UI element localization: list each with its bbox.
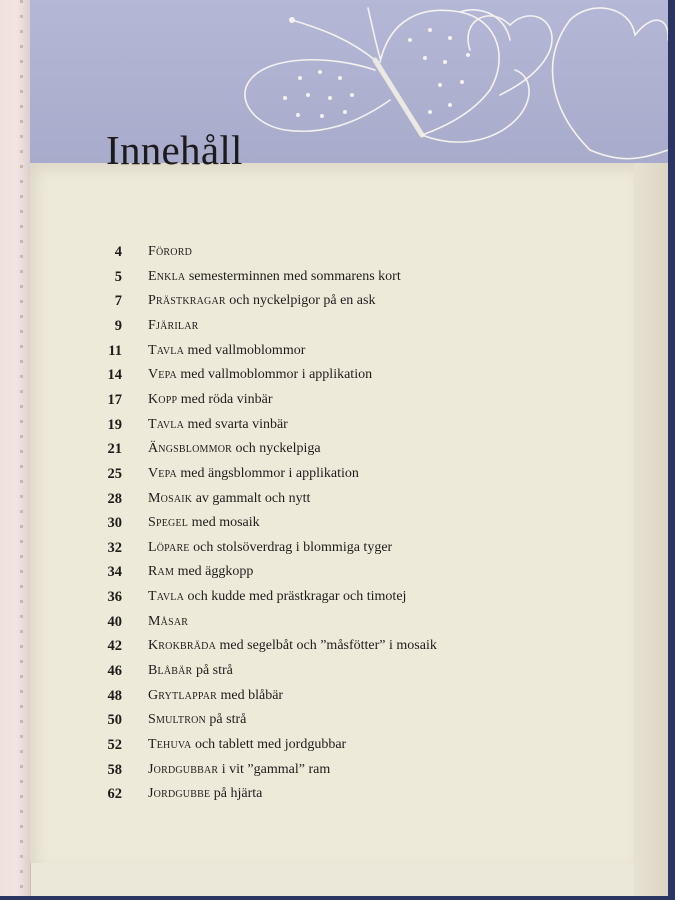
toc-entry xyxy=(0,466,600,488)
toc-title-rest: med segelbåt och ”måsfötter” i mosaik xyxy=(216,638,437,654)
toc-page-number: 32 xyxy=(107,539,122,556)
toc-title-lead: Löpare xyxy=(148,539,190,555)
toc-title-rest: med blåbär xyxy=(217,687,284,703)
toc-title-lead: Ängsblommor xyxy=(148,441,232,457)
toc-title-rest: och kudde med prästkragar och timotej xyxy=(184,589,407,605)
toc-title-rest: och nyckelpigor på en ask xyxy=(225,293,376,309)
toc-entry xyxy=(0,441,600,463)
toc-title xyxy=(148,515,260,531)
toc-title xyxy=(148,688,283,704)
toc-page-number: 7 xyxy=(114,293,122,310)
toc-title-lead: Tavla xyxy=(148,589,185,605)
toc-page-number: 9 xyxy=(114,317,122,334)
toc-title xyxy=(148,762,330,778)
toc-title-rest: semesterminnen med sommarens kort xyxy=(185,268,401,284)
toc-entry xyxy=(0,614,600,636)
toc-title xyxy=(148,244,192,260)
toc-title xyxy=(148,343,305,359)
toc-title-rest: med mosaik xyxy=(188,515,260,531)
toc-page-number: 62 xyxy=(107,786,122,803)
toc-page-number: 52 xyxy=(107,737,122,753)
toc-title xyxy=(148,737,346,753)
toc-page-number: 40 xyxy=(107,613,122,630)
toc-title xyxy=(148,786,262,802)
toc-title-rest: med äggkopp xyxy=(174,564,254,580)
toc-page-number: 21 xyxy=(107,441,122,458)
toc-title-lead: Prästkragar xyxy=(148,293,226,309)
toc-entry xyxy=(0,392,600,414)
toc-title xyxy=(148,712,246,728)
toc-entry xyxy=(0,244,600,266)
toc-title-rest: på strå xyxy=(192,663,233,679)
toc-title-lead: Förord xyxy=(148,244,192,259)
toc-title xyxy=(148,614,188,630)
toc-page-number: 48 xyxy=(107,687,122,704)
toc-title xyxy=(148,540,392,556)
toc-title xyxy=(148,564,253,580)
toc-title-lead: Kopp xyxy=(148,391,178,407)
toc-title-rest: med vallmoblommor xyxy=(184,342,306,358)
toc-title xyxy=(148,638,437,654)
toc-entry xyxy=(0,589,600,611)
toc-title-rest: på hjärta xyxy=(210,786,263,802)
toc-title xyxy=(148,318,199,334)
toc-entry xyxy=(0,515,600,537)
toc-entry xyxy=(0,688,600,710)
toc-entry xyxy=(0,417,600,439)
toc-entry xyxy=(0,564,600,586)
toc-entry xyxy=(0,540,600,562)
toc-title-lead: Grytlappar xyxy=(148,687,217,703)
toc-title-rest: och stolsöverdrag i blommiga tyger xyxy=(189,539,393,555)
toc-page-number: 11 xyxy=(108,342,122,359)
toc-title xyxy=(148,441,321,457)
toc-title-rest: på strå xyxy=(205,712,247,728)
toc-title-lead: Spegel xyxy=(148,515,189,531)
toc-title xyxy=(148,663,233,679)
toc-title-lead: Jordgubbe xyxy=(148,786,211,802)
toc-title-lead: Krokbräda xyxy=(148,638,217,654)
toc-title-lead: Fjärilar xyxy=(148,317,199,333)
toc-page-number: 28 xyxy=(107,490,122,507)
toc-entry xyxy=(0,367,600,389)
toc-title-lead: Enkla xyxy=(148,268,186,284)
toc-title xyxy=(148,392,273,408)
toc-page-number: 17 xyxy=(107,391,122,408)
toc-title xyxy=(148,466,359,482)
toc-page-number: 25 xyxy=(107,465,122,482)
toc-entry xyxy=(0,318,600,340)
toc-page-number: 46 xyxy=(107,663,122,680)
toc-page-number: 30 xyxy=(107,515,122,532)
toc-entry xyxy=(0,293,600,315)
toc-title-lead: Tavla xyxy=(148,416,185,432)
toc-entry xyxy=(0,269,600,291)
toc-page-number: 50 xyxy=(107,712,122,729)
toc-title xyxy=(148,269,401,285)
toc-title-lead: Blåbär xyxy=(148,663,193,679)
toc-page-number: 19 xyxy=(107,416,122,433)
toc-title-lead: Vepa xyxy=(148,465,177,481)
toc-page-number: 36 xyxy=(107,589,122,606)
toc-title-lead: Jordgubbar xyxy=(148,761,219,777)
toc-title-lead: Måsar xyxy=(148,613,189,629)
toc-page-number: 34 xyxy=(107,564,122,581)
toc-title-rest: med svarta vinbär xyxy=(184,416,288,432)
page-title: Innehåll xyxy=(106,127,243,173)
toc-entry xyxy=(0,663,600,685)
toc-page-number: 58 xyxy=(107,761,122,778)
toc-title-lead: Tavla xyxy=(148,342,185,358)
page-edge-shadow xyxy=(634,163,668,896)
toc-title-rest: och nyckelpiga xyxy=(232,441,321,457)
toc-title xyxy=(148,589,406,605)
toc-title-lead: Vepa xyxy=(148,367,177,383)
toc-title xyxy=(148,417,288,433)
toc-entry xyxy=(0,762,600,784)
toc-title-rest: med ängsblommor i applikation xyxy=(176,465,359,481)
toc-title xyxy=(148,293,375,309)
toc-title-rest: i vit ”gammal” ram xyxy=(218,761,331,777)
toc-entry xyxy=(0,491,600,513)
toc-page-number: 42 xyxy=(107,638,122,655)
toc-title-rest: med röda vinbär xyxy=(177,391,273,407)
toc-entry xyxy=(0,638,600,660)
toc-page-number: 4 xyxy=(114,244,122,260)
toc-entry xyxy=(0,712,600,734)
toc-page-number: 14 xyxy=(107,367,122,384)
toc-entry xyxy=(0,737,600,759)
toc-title-rest: av gammalt och nytt xyxy=(192,490,311,506)
toc-title-lead: Tehuva xyxy=(148,737,192,752)
toc-title-rest: och tablett med jordgubbar xyxy=(191,737,347,752)
toc-page-number: 5 xyxy=(114,268,122,285)
toc-title xyxy=(148,491,310,507)
toc-title-lead: Mosaik xyxy=(148,490,193,506)
toc-entry xyxy=(0,786,600,808)
toc-title-lead: Ram xyxy=(148,564,175,580)
toc-title-lead: Smultron xyxy=(148,712,206,728)
toc-title-rest: med vallmoblommor i applikation xyxy=(176,367,373,383)
toc-entry xyxy=(0,343,600,365)
toc-title xyxy=(148,367,372,383)
